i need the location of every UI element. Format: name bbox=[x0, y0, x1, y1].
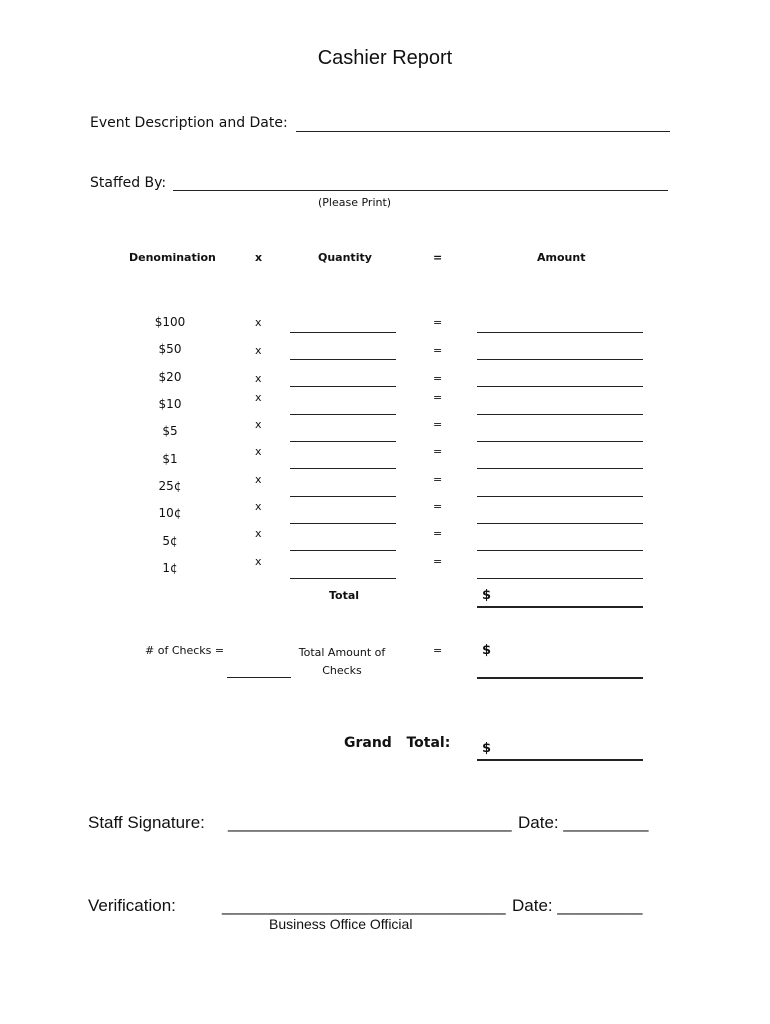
multiply-sign: x bbox=[255, 473, 262, 486]
multiply-sign: x bbox=[255, 344, 262, 357]
denomination-value: $100 bbox=[154, 315, 186, 329]
grand-total-label: Grand Total: bbox=[344, 735, 451, 751]
equals-sign: = bbox=[433, 445, 443, 458]
total-dollar-sign: $ bbox=[482, 588, 492, 603]
multiply-sign: x bbox=[255, 445, 262, 458]
staffed-by-label: Staffed By: bbox=[90, 175, 167, 191]
multiply-sign: x bbox=[255, 372, 262, 385]
denomination-value: $10 bbox=[158, 397, 182, 411]
checks-equals: = bbox=[433, 644, 443, 657]
business-office-official-note: Business Office Official bbox=[269, 916, 413, 932]
checks-count-label: # of Checks = bbox=[145, 644, 225, 657]
multiply-sign: x bbox=[255, 555, 262, 568]
verification-date-field[interactable]: Date: _________ bbox=[512, 896, 643, 915]
quantity-field[interactable] bbox=[290, 468, 396, 469]
header-equals: = bbox=[433, 251, 443, 264]
denomination-value: $20 bbox=[158, 370, 182, 384]
multiply-sign: x bbox=[255, 316, 262, 329]
equals-sign: = bbox=[433, 473, 443, 486]
denomination-value: 5¢ bbox=[162, 534, 178, 548]
total-amount-field[interactable] bbox=[477, 606, 643, 608]
amount-field[interactable] bbox=[477, 386, 643, 387]
grand-total-dollar-sign: $ bbox=[482, 741, 492, 756]
quantity-field[interactable] bbox=[290, 550, 396, 551]
equals-sign: = bbox=[433, 344, 443, 357]
multiply-sign: x bbox=[255, 418, 262, 431]
quantity-field[interactable] bbox=[290, 578, 396, 579]
quantity-field[interactable] bbox=[290, 441, 396, 442]
equals-sign: = bbox=[433, 500, 443, 513]
equals-sign: = bbox=[433, 372, 443, 385]
header-x: x bbox=[255, 251, 263, 264]
verification-signature-field[interactable]: ______________________________ bbox=[222, 896, 506, 915]
verification-label: Verification: bbox=[88, 896, 176, 915]
amount-field[interactable] bbox=[477, 523, 643, 524]
amount-field[interactable] bbox=[477, 496, 643, 497]
header-amount: Amount bbox=[537, 251, 586, 264]
multiply-sign: x bbox=[255, 527, 262, 540]
quantity-field[interactable] bbox=[290, 332, 396, 333]
event-description-field[interactable] bbox=[296, 131, 670, 132]
equals-sign: = bbox=[433, 391, 443, 404]
quantity-field[interactable] bbox=[290, 386, 396, 387]
total-checks-label: Total Amount of Checks bbox=[298, 646, 386, 677]
equals-sign: = bbox=[433, 316, 443, 329]
checks-amount-field[interactable] bbox=[477, 677, 643, 679]
amount-field[interactable] bbox=[477, 441, 643, 442]
quantity-field[interactable] bbox=[290, 496, 396, 497]
total-label: Total bbox=[329, 589, 360, 602]
header-quantity: Quantity bbox=[318, 251, 372, 264]
multiply-sign: x bbox=[255, 391, 262, 404]
amount-field[interactable] bbox=[477, 332, 643, 333]
staff-signature-label: Staff Signature: bbox=[88, 813, 205, 832]
denomination-value: $50 bbox=[158, 342, 182, 356]
equals-sign: = bbox=[433, 555, 443, 568]
quantity-field[interactable] bbox=[290, 523, 396, 524]
header-denomination: Denomination bbox=[129, 251, 216, 264]
quantity-field[interactable] bbox=[290, 414, 396, 415]
amount-field[interactable] bbox=[477, 414, 643, 415]
page-title: Cashier Report bbox=[317, 47, 453, 69]
denomination-value: 25¢ bbox=[158, 479, 182, 493]
denomination-value: 10¢ bbox=[158, 506, 182, 520]
checks-dollar-sign: $ bbox=[482, 643, 492, 658]
equals-sign: = bbox=[433, 527, 443, 540]
denomination-value: $1 bbox=[162, 452, 178, 466]
staffed-by-field[interactable] bbox=[173, 190, 668, 191]
grand-total-field[interactable] bbox=[477, 759, 643, 761]
event-description-label: Event Description and Date: bbox=[90, 115, 288, 131]
denomination-value: 1¢ bbox=[162, 561, 178, 575]
equals-sign: = bbox=[433, 418, 443, 431]
denomination-value: $5 bbox=[162, 424, 178, 438]
amount-field[interactable] bbox=[477, 468, 643, 469]
amount-field[interactable] bbox=[477, 550, 643, 551]
amount-field[interactable] bbox=[477, 578, 643, 579]
checks-count-field[interactable] bbox=[227, 677, 291, 678]
staff-date-field[interactable]: Date: _________ bbox=[518, 813, 649, 832]
multiply-sign: x bbox=[255, 500, 262, 513]
staff-signature-field[interactable]: ______________________________ bbox=[228, 813, 512, 832]
quantity-field[interactable] bbox=[290, 359, 396, 360]
please-print-note: (Please Print) bbox=[318, 196, 392, 209]
amount-field[interactable] bbox=[477, 359, 643, 360]
